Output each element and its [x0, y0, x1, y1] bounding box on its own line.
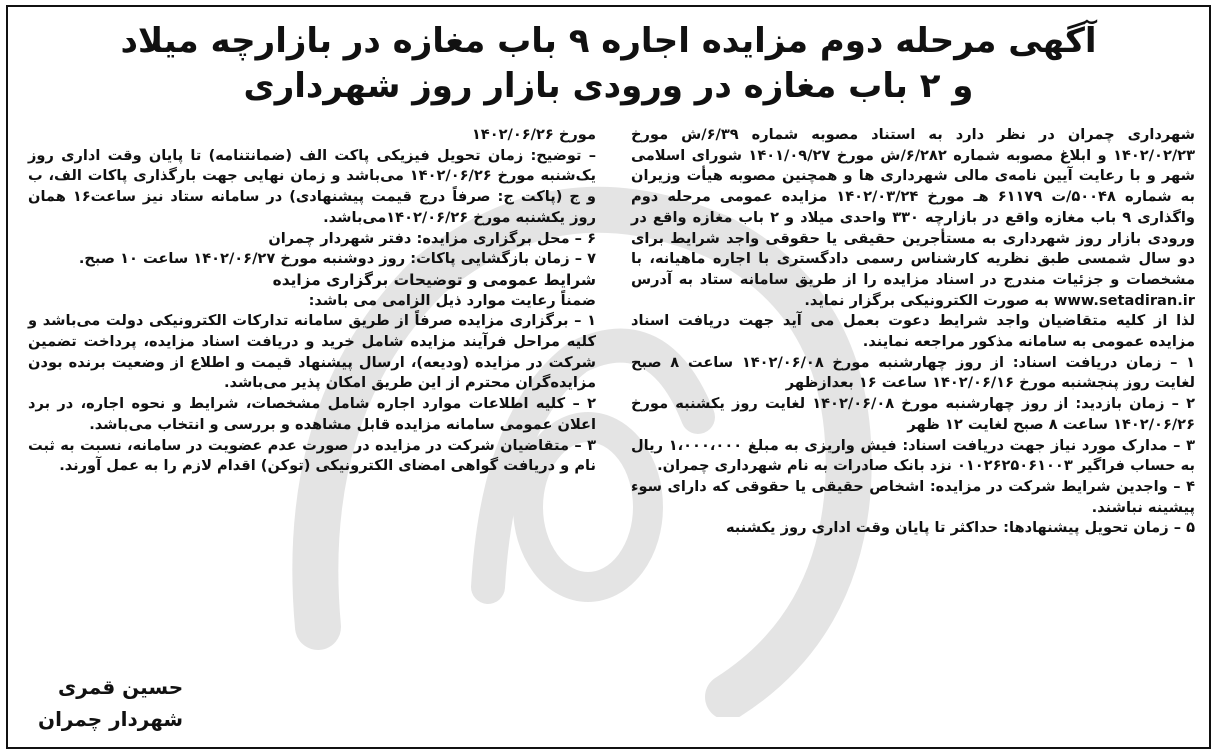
item-4-text: اشخاص حقیقی یا حقوقی که دارای سوء پیشینه نباشند.: [631, 477, 1195, 516]
condition-2: ۲ – کلیه اطلاعات موارد اجاره شامل مشخصات، شرایط و نحوه اجاره، در برد اعلان عمومی سامانه مزایده قابل مشاهده و بررسی و انتخاب می‌باشد.: [28, 395, 596, 433]
website-link[interactable]: www.setadiran.ir: [1053, 291, 1195, 309]
title-line-1: آگهی مرحله دوم مزایده اجاره ۹ باب مغازه در بازارچه میلاد: [120, 21, 1097, 61]
note-text: زمان تحویل فیزیکی پاکت الف (ضمانتنامه) تا پایان وقت اداری روز یک‌شنبه مورخ ۱۴۰۲/۰۶/۲۶ می‌باشد و زمان نهایی جهت بارگذاری پاکات الف، ب و ج (پاکت ج: صرفاً درج قیمت پیشنهادی) در سامانه ستاد نیز ساعت۱۶ همان روز یکشنبه مورخ ۱۴۰۲/۰۶/۲۶می‌باشد.: [28, 146, 597, 226]
item-2: [631, 394, 1195, 435]
item-4: [631, 477, 1195, 518]
item-7: [28, 249, 596, 270]
invite-paragraph: لذا از کلیه متقاضیان واجد شرایط دعوت بعمل می آید جهت دریافت اسناد مزایده عمومی به سامانه مذکور مراجعه نمایند.: [631, 312, 1195, 351]
signature-block: [38, 671, 183, 735]
item-5-text: حداکثر تا پایان وقت اداری روز یکشنبه: [725, 519, 999, 537]
right-column: [631, 125, 1195, 539]
item-4-key: ۴ – واجدین شرایط شرکت در مزایده:: [929, 477, 1195, 495]
item-3-text: فیش واریزی به مبلغ ۱،۰۰۰،۰۰۰ ریال به حساب فراگیر ۰۱۰۲۶۲۵۰۶۱۰۰۳ نزد بانک صادرات به نام شهرداری چمران.: [631, 436, 1195, 475]
item-3-key: ۳ – مدارک مورد نیاز جهت دریافت اسناد:: [902, 436, 1195, 454]
item-1: [631, 353, 1195, 394]
intro-paragraph: [631, 125, 1195, 311]
item-2-key: ۲ – زمان بازدید:: [1075, 395, 1195, 413]
left-column: [28, 125, 596, 477]
item-7-text: روز دوشنبه مورخ ۱۴۰۲/۰۶/۲۷ ساعت ۱۰ صبح.: [78, 250, 406, 268]
item-3: [631, 436, 1195, 477]
signatory-role: شهردار چمران: [38, 707, 184, 731]
title-line-2: و ۲ باب مغازه در ورودی بازار روز شهرداری: [243, 66, 974, 106]
item-7-key: ۷ – زمان بازگشایی پاکات:: [410, 250, 596, 268]
item-6: [28, 229, 596, 250]
item-2-text: از روز چهارشنبه مورخ ۱۴۰۲/۰۶/۰۸ لغایت روز یکشنبه مورخ ۱۴۰۲/۰۶/۲۶ ساعت ۸ صبح لغایت ۱۲ ظهر: [631, 395, 1195, 433]
announcement-frame: [6, 5, 1211, 749]
item-6-key: ۶ – محل برگزاری مزایده:: [416, 229, 596, 247]
condition-1: ۱ – برگزاری مزایده صرفاً از طریق سامانه تدارکات الکترونیکی دولت می‌باشد و کلیه مراحل فرآیند مزایده شامل خرید و دریافت اسناد مزایده، پرداخت تضمین شرکت در مزایده (ودیعه)، ارسال پیشنهاد قیمت و اطلاع از وضعیت برنده بودن مزایده‌گران محترم از این طریق امکان پذیر می‌باشد.: [28, 312, 596, 392]
intro-text: شهرداری چمران در نظر دارد به استناد مصوبه شماره ۶/۳۹/ش مورخ ۱۴۰۲/۰۲/۲۳ و ابلاغ مصوبه شماره ۶/۲۸۲/ش مورخ ۱۴۰۱/۰۹/۲۷ شورای اسلامی شهر و با رعایت آیین نامه‌ی مالی شهرداری ها و همچنین مصوبه هیأت وزیران به شماره ۵۰۰۴۸/ت ۶۱۱۷۹ هـ مورخ ۱۴۰۲/۰۳/۲۴ مزایده عمومی مرحله دوم واگذاری ۹ باب مغازه واقع در بازارچه ۳۳۰ واحدی میلاد و ۲ باب مغازه واقع در ورودی بازار روز شهرداری به مستأجرین حقیقی یا حقوقی واجد شرایط برای دو سال شمسی طبق نظریه کارشناس رسمی دادگستری با اجاره ماهیانه، با مشخصات و جزئیات مندرج در اسناد مزایده را از طریق سامانه ستاد به آدرس: [631, 126, 1195, 288]
condition-3: ۳ – متقاضیان شرکت در مزایده در صورت عدم عضویت در سامانه، نسبت به ثبت نام و دریافت گواهی امضای الکترونیکی (توکن) اقدام لازم را به عمل آورند.: [28, 436, 596, 475]
note-key: – توضیح:: [530, 146, 597, 164]
signatory-name: حسین قمری: [57, 675, 184, 699]
conditions-title: شرایط عمومی و توضیحات برگزاری مزایده: [272, 270, 596, 289]
item-5: [631, 518, 1195, 539]
item-6-text: دفتر شهردار چمران: [268, 229, 412, 247]
note-paragraph: [28, 146, 596, 229]
date-line: مورخ ۱۴۰۲/۰۶/۲۶: [471, 126, 596, 143]
announcement-title: [28, 19, 1189, 109]
intro-tail: به صورت الکترونیکی برگزار نماید.: [804, 291, 1049, 309]
conditions-intro: ضمناً رعایت موارد ذیل الزامی می باشد:: [308, 291, 596, 309]
item-1-text: از روز چهارشنبه مورخ ۱۴۰۲/۰۶/۰۸ ساعت ۸ صبح لغایت روز پنجشنبه مورخ ۱۴۰۲/۰۶/۱۶ ساعت ۱۶ بعدازظهر: [631, 353, 1195, 392]
item-1-key: ۱ – زمان دریافت اسناد:: [1012, 353, 1195, 371]
item-5-key: ۵ – زمان تحویل پیشنهادها:: [1003, 519, 1195, 537]
